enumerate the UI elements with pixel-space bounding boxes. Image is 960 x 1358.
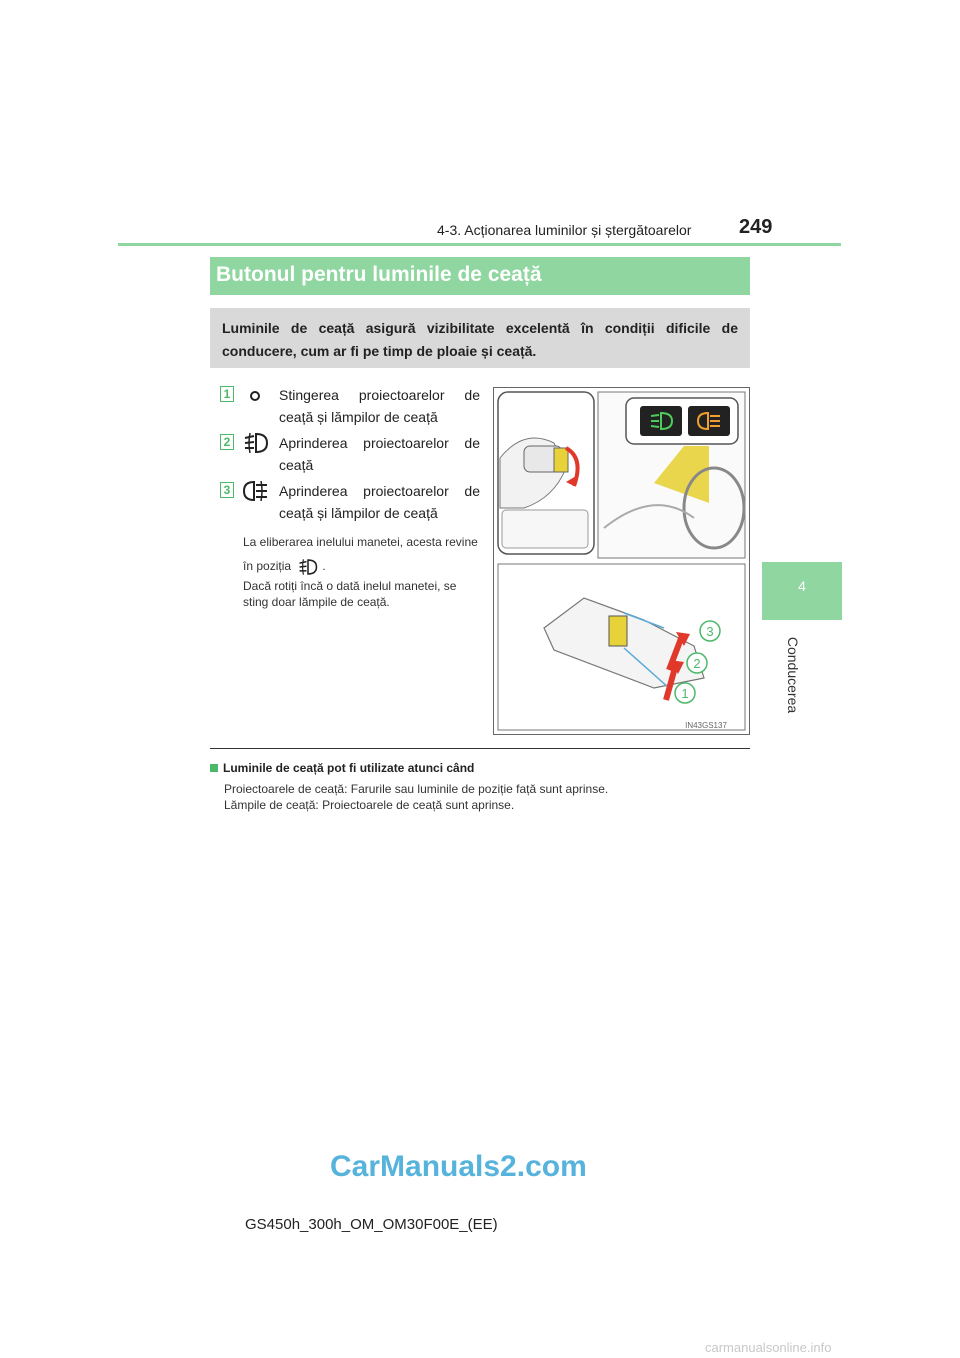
bullet-square-icon xyxy=(210,764,218,772)
conditions-heading xyxy=(210,761,474,775)
callout-2: 2 xyxy=(693,656,701,671)
release-note-end: . xyxy=(322,559,326,573)
section-title-bar xyxy=(210,257,750,295)
release-note-text: La eliberarea inelului manetei, acesta revine în poziția xyxy=(243,535,478,573)
intro-box xyxy=(210,308,750,368)
chapter-label: Conducerea xyxy=(785,636,801,714)
watermark: CarManuals2.com xyxy=(330,1150,587,1183)
condition-line-2: Lămpile de ceață: Proiectoarele de ceață sunt aprinse. xyxy=(224,798,515,812)
item-2-text: Aprinderea proiectoarelor de ceață xyxy=(279,435,480,473)
item-2-number: 2 xyxy=(220,434,234,450)
section-divider xyxy=(210,748,750,749)
illustration-drawing xyxy=(494,388,749,734)
callout-1: 1 xyxy=(681,686,689,701)
rotate-note: Dacă rotiți încă o dată inelul manetei, se sting doar lămpile de ceață. xyxy=(243,579,457,609)
conditions-heading-text: Luminile de ceață pot fi utilizate atunci când xyxy=(223,761,475,775)
page-number: 249 xyxy=(739,216,773,238)
chapter-label-wrap xyxy=(783,630,803,720)
document-code: GS450h_300h_OM_OM30F00E_(EE) xyxy=(245,1216,498,1233)
callout-3: 3 xyxy=(706,624,714,639)
condition-line-1: Proiectoarele de ceață: Farurile sau luminile de poziție față sunt aprinse. xyxy=(224,782,609,796)
item-3-text: Aprinderea proiectoarelor de ceață și lămpilor de ceață xyxy=(279,483,480,521)
item-3-number: 3 xyxy=(220,482,234,498)
section-header: 4-3. Acționarea luminilor și ștergătoarelor xyxy=(437,222,692,238)
rear-fog-light-icon xyxy=(242,478,270,504)
off-circle-icon xyxy=(248,389,262,403)
watermark-secondary: carmanualsonline.info xyxy=(705,1340,832,1355)
intro-text: Luminile de ceață asigură vizibilitate excelentă în condiții dificile de conducere, cum ar fi pe timp de ploaie și ceață. xyxy=(222,320,738,359)
front-fog-light-icon-inline xyxy=(296,557,320,577)
release-note xyxy=(243,530,480,578)
section-title: Butonul pentru luminile de ceață xyxy=(216,263,542,286)
header-divider xyxy=(118,243,841,246)
illustration-code: IN43GS137 xyxy=(685,721,727,730)
fog-switch-illustration xyxy=(493,387,750,735)
item-1-number: 1 xyxy=(220,386,234,402)
front-fog-light-icon xyxy=(242,430,270,456)
item-1-text: Stingerea proiectoarelor de ceață și lămpilor de ceață xyxy=(279,387,480,425)
chapter-number: 4 xyxy=(798,578,806,594)
